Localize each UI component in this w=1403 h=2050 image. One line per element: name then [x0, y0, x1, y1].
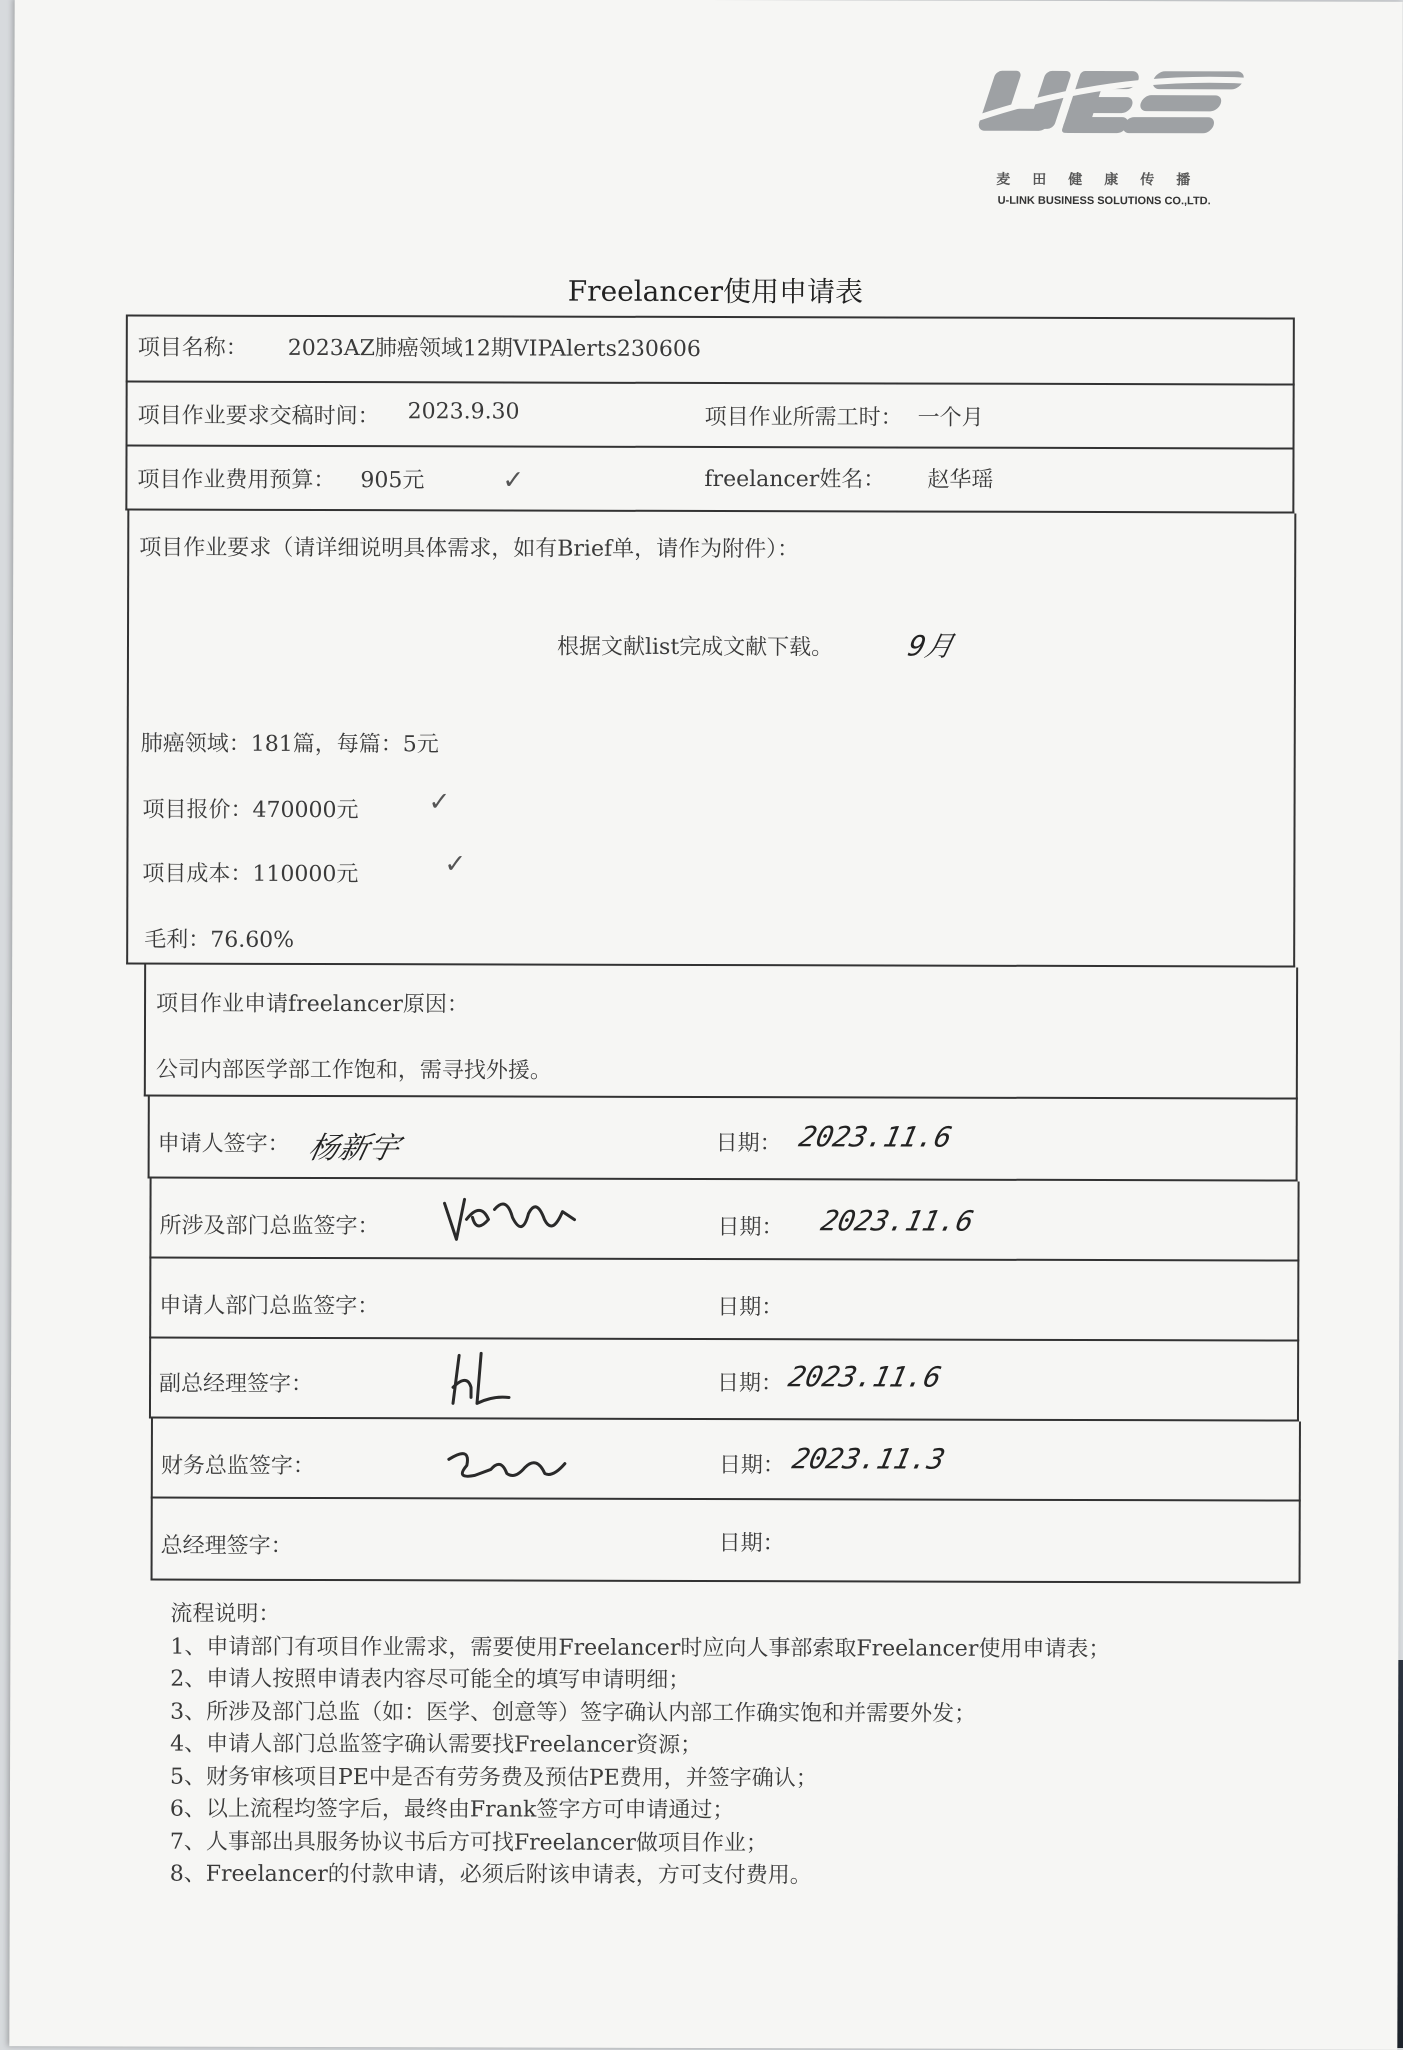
process-step: 5、财务审核项目PE中是否有劳务费及预估PE费用，并签字确认； [169, 1764, 818, 1791]
process-step: 1、申请部门有项目作业需求，需要使用Freelancer时应向人事部索取Freelancer使用申请表； [170, 1634, 1111, 1662]
row-project-name [126, 314, 1295, 385]
process-step: 7、人事部出具服务协议书后方可找Freelancer做项目作业； [169, 1829, 768, 1856]
applicant-signature: 杨新宇 [305, 1130, 403, 1167]
budget-value: 905元 [360, 468, 425, 494]
row-reason [144, 965, 1298, 1100]
signature-label: 财务总监签字： [160, 1453, 315, 1479]
dept-director-signature [436, 1189, 586, 1249]
quote-check-mark: ✓ [428, 787, 451, 818]
signature-date: 2023.11.6 [817, 1204, 977, 1238]
date-label: 日期： [718, 1453, 785, 1479]
date-label: 日期： [717, 1295, 784, 1321]
project-name-value: 2023AZ肺癌领域12期VIPAlerts230606 [287, 335, 701, 362]
signature-date: 2023.11.6 [796, 1120, 955, 1154]
quote-line: 项目报价：470000元 [142, 797, 359, 824]
hours-value: 一个月 [917, 405, 984, 431]
requirements-hand-note: 9月 [905, 629, 958, 663]
cost-line: 项目成本：110000元 [142, 861, 359, 888]
requirements-text: 根据文献list完成文献下载。 [556, 634, 834, 661]
vp-signature [441, 1347, 521, 1411]
document-page [9, 0, 1402, 2050]
process-step: 6、以上流程均签字后，最终由Frank签字方可申请通过； [169, 1796, 735, 1824]
process-title: 流程说明： [170, 1601, 281, 1627]
row-requirements [126, 510, 1296, 967]
date-label: 日期： [717, 1215, 784, 1241]
process-step: 4、申请人部门总监签字确认需要找Freelancer资源； [170, 1731, 703, 1758]
logo-english-name: U-LINK BUSINESS SOLUTIONS CO.,LTD. [997, 194, 1211, 208]
signature-label: 总经理签字： [160, 1533, 293, 1559]
reason-text: 公司内部医学部工作饱和，需寻找外援。 [155, 1057, 552, 1084]
freelancer-label: freelancer姓名： [704, 466, 886, 493]
margin-line: 毛利：76.60% [144, 927, 295, 953]
logo-chinese-name: 麦田健康传播 [996, 171, 1213, 189]
date-label: 日期： [718, 1531, 785, 1557]
requirements-label: 项目作业要求（请详细说明具体需求，如有Brief单，请作为附件）： [139, 535, 800, 563]
row-signature-applicant-director [149, 1259, 1299, 1342]
row-budget [125, 446, 1294, 513]
signature-label: 申请人部门总监签字： [159, 1293, 380, 1320]
date-label: 日期： [717, 1371, 784, 1397]
signature-label: 所涉及部门总监签字： [159, 1213, 380, 1240]
process-step: 3、所涉及部门总监（如：医学、创意等）签字确认内部工作确实饱和并需要外发； [170, 1699, 977, 1727]
signature-date: 2023.11.6 [785, 1360, 945, 1394]
row-signature-gm [151, 1499, 1301, 1584]
budget-check-mark: ✓ [502, 465, 525, 496]
freelancer-value: 赵华瑶 [927, 467, 994, 493]
process-step: 2、申请人按照申请表内容尽可能全的填写申请明细； [170, 1666, 691, 1693]
reason-label: 项目作业申请freelancer原因： [156, 991, 469, 1018]
row-deadline [126, 380, 1295, 449]
deadline-value: 2023.9.30 [407, 399, 520, 425]
hours-label: 项目作业所需工时： [704, 404, 903, 431]
date-label: 日期： [715, 1131, 782, 1157]
cost-check-mark: ✓ [444, 849, 467, 880]
process-step: 8、Freelancer的付款申请，必须后附该申请表，方可支付费用。 [169, 1861, 812, 1889]
deadline-label: 项目作业要求交稿时间： [137, 403, 380, 430]
row-signature-vp [149, 1339, 1299, 1422]
signature-label: 副总经理签字： [159, 1371, 314, 1397]
field-line: 肺癌领域：181篇，每篇：5元 [140, 731, 439, 758]
row-signature-applicant [148, 1097, 1298, 1182]
project-name-label: 项目名称： [137, 335, 248, 361]
row-signature-cfo [151, 1419, 1301, 1502]
row-signature-dept-director [149, 1179, 1299, 1262]
signature-date: 2023.11.3 [789, 1442, 949, 1476]
budget-label: 项目作业费用预算： [137, 467, 336, 494]
form-title: Freelancer使用申请表 [567, 274, 864, 309]
signature-label: 申请人签字： [157, 1131, 290, 1157]
process-notes [170, 1599, 1271, 1894]
cfo-signature [441, 1439, 571, 1489]
